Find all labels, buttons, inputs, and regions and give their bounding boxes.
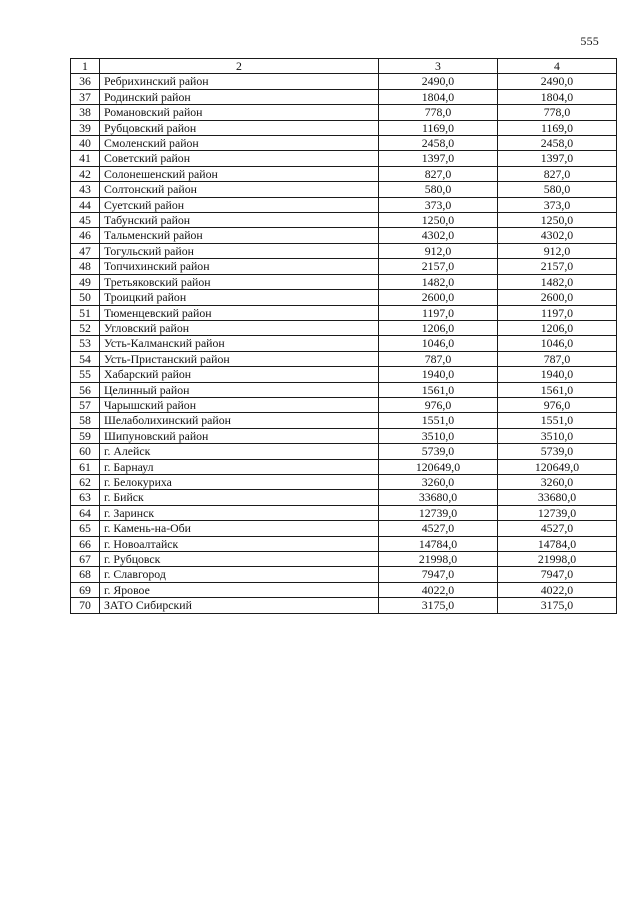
value-col3-cell: 120649,0 (379, 459, 498, 474)
row-number-cell: 69 (71, 582, 100, 597)
value-col4-cell: 1482,0 (498, 274, 617, 289)
district-name-cell: Чарышский район (100, 397, 379, 412)
row-number-cell: 62 (71, 474, 100, 489)
value-col3-cell: 1169,0 (379, 120, 498, 135)
district-name-cell: Шелаболихинский район (100, 413, 379, 428)
value-col3-cell: 778,0 (379, 105, 498, 120)
value-col3-cell: 3175,0 (379, 598, 498, 613)
row-number-cell: 50 (71, 290, 100, 305)
row-number-cell: 52 (71, 320, 100, 335)
value-col3-cell: 3260,0 (379, 474, 498, 489)
district-name-cell: Родинский район (100, 89, 379, 104)
value-col4-cell: 827,0 (498, 166, 617, 181)
table-row (71, 320, 617, 335)
row-number-cell: 41 (71, 151, 100, 166)
value-col3-cell: 33680,0 (379, 490, 498, 505)
table-row (71, 290, 617, 305)
value-col3-cell: 4022,0 (379, 582, 498, 597)
value-col4-cell: 21998,0 (498, 552, 617, 567)
column-header: 4 (498, 59, 617, 74)
value-col3-cell: 827,0 (379, 166, 498, 181)
value-col3-cell: 2157,0 (379, 259, 498, 274)
value-col3-cell: 912,0 (379, 243, 498, 258)
value-col3-cell: 1197,0 (379, 305, 498, 320)
value-col4-cell: 3510,0 (498, 428, 617, 443)
column-header: 3 (379, 59, 498, 74)
district-name-cell: г. Бийск (100, 490, 379, 505)
value-col3-cell: 3510,0 (379, 428, 498, 443)
table-row (71, 243, 617, 258)
row-number-cell: 54 (71, 351, 100, 366)
row-number-cell: 46 (71, 228, 100, 243)
table-row (71, 89, 617, 104)
row-number-cell: 59 (71, 428, 100, 443)
district-name-cell: г. Яровое (100, 582, 379, 597)
row-number-cell: 39 (71, 120, 100, 135)
row-number-cell: 44 (71, 197, 100, 212)
district-name-cell: Солонешенский район (100, 166, 379, 181)
district-name-cell: г. Славгород (100, 567, 379, 582)
value-col4-cell: 3175,0 (498, 598, 617, 613)
table-row (71, 74, 617, 89)
district-name-cell: Целинный район (100, 382, 379, 397)
row-number-cell: 57 (71, 397, 100, 412)
row-number-cell: 55 (71, 367, 100, 382)
district-name-cell: Советский район (100, 151, 379, 166)
column-header: 2 (100, 59, 379, 74)
value-col4-cell: 12739,0 (498, 505, 617, 520)
table-row (71, 474, 617, 489)
table-row (71, 598, 617, 613)
table-row (71, 151, 617, 166)
table-row (71, 351, 617, 366)
value-col4-cell: 7947,0 (498, 567, 617, 582)
row-number-cell: 36 (71, 74, 100, 89)
value-col3-cell: 1561,0 (379, 382, 498, 397)
row-number-cell: 38 (71, 105, 100, 120)
district-name-cell: Топчихинский район (100, 259, 379, 274)
value-col4-cell: 1940,0 (498, 367, 617, 382)
value-col4-cell: 2490,0 (498, 74, 617, 89)
value-col4-cell: 4022,0 (498, 582, 617, 597)
value-col4-cell: 120649,0 (498, 459, 617, 474)
table-row (71, 336, 617, 351)
district-name-cell: Третьяковский район (100, 274, 379, 289)
row-number-cell: 40 (71, 136, 100, 151)
table-row (71, 228, 617, 243)
value-col3-cell: 14784,0 (379, 536, 498, 551)
value-col3-cell: 1804,0 (379, 89, 498, 104)
value-col4-cell: 1169,0 (498, 120, 617, 135)
district-name-cell: Угловский район (100, 320, 379, 335)
district-name-cell: Ребрихинский район (100, 74, 379, 89)
district-name-cell: Рубцовский район (100, 120, 379, 135)
row-number-cell: 42 (71, 166, 100, 181)
row-number-cell: 64 (71, 505, 100, 520)
table-row (71, 382, 617, 397)
value-col3-cell: 1551,0 (379, 413, 498, 428)
table-row (71, 397, 617, 412)
value-col4-cell: 1804,0 (498, 89, 617, 104)
table-row (71, 428, 617, 443)
value-col3-cell: 1482,0 (379, 274, 498, 289)
table-row (71, 120, 617, 135)
table-row (71, 105, 617, 120)
district-name-cell: Романовский район (100, 105, 379, 120)
value-col4-cell: 1250,0 (498, 213, 617, 228)
value-col3-cell: 580,0 (379, 182, 498, 197)
district-name-cell: ЗАТО Сибирский (100, 598, 379, 613)
row-number-cell: 63 (71, 490, 100, 505)
district-name-cell: Тюменцевский район (100, 305, 379, 320)
table-row (71, 274, 617, 289)
value-col3-cell: 787,0 (379, 351, 498, 366)
value-col4-cell: 1397,0 (498, 151, 617, 166)
value-col3-cell: 2490,0 (379, 74, 498, 89)
row-number-cell: 61 (71, 459, 100, 474)
district-name-cell: Хабарский район (100, 367, 379, 382)
value-col4-cell: 5739,0 (498, 444, 617, 459)
value-col3-cell: 1206,0 (379, 320, 498, 335)
value-col3-cell: 7947,0 (379, 567, 498, 582)
row-number-cell: 58 (71, 413, 100, 428)
district-name-cell: Усть-Калманский район (100, 336, 379, 351)
value-col4-cell: 1206,0 (498, 320, 617, 335)
value-col3-cell: 12739,0 (379, 505, 498, 520)
value-col4-cell: 1551,0 (498, 413, 617, 428)
district-name-cell: Табунский район (100, 213, 379, 228)
row-number-cell: 56 (71, 382, 100, 397)
table-row (71, 166, 617, 181)
value-col4-cell: 4527,0 (498, 521, 617, 536)
row-number-cell: 60 (71, 444, 100, 459)
row-number-cell: 51 (71, 305, 100, 320)
value-col3-cell: 1046,0 (379, 336, 498, 351)
row-number-cell: 53 (71, 336, 100, 351)
district-name-cell: Тальменский район (100, 228, 379, 243)
data-table (70, 58, 617, 614)
value-col3-cell: 373,0 (379, 197, 498, 212)
district-name-cell: Суетский район (100, 197, 379, 212)
value-col4-cell: 976,0 (498, 397, 617, 412)
row-number-cell: 70 (71, 598, 100, 613)
value-col4-cell: 787,0 (498, 351, 617, 366)
table-row (71, 413, 617, 428)
value-col4-cell: 1046,0 (498, 336, 617, 351)
value-col4-cell: 14784,0 (498, 536, 617, 551)
table-row (71, 367, 617, 382)
value-col3-cell: 2458,0 (379, 136, 498, 151)
table-row (71, 490, 617, 505)
page-number: 555 (580, 34, 599, 48)
table-row (71, 444, 617, 459)
row-number-cell: 37 (71, 89, 100, 104)
table-row (71, 136, 617, 151)
value-col4-cell: 33680,0 (498, 490, 617, 505)
district-name-cell: г. Рубцовск (100, 552, 379, 567)
row-number-cell: 65 (71, 521, 100, 536)
table-row (71, 213, 617, 228)
value-col4-cell: 373,0 (498, 197, 617, 212)
row-number-cell: 68 (71, 567, 100, 582)
district-name-cell: г. Новоалтайск (100, 536, 379, 551)
value-col4-cell: 1561,0 (498, 382, 617, 397)
value-col3-cell: 4302,0 (379, 228, 498, 243)
value-col3-cell: 1940,0 (379, 367, 498, 382)
value-col3-cell: 1250,0 (379, 213, 498, 228)
column-header: 1 (71, 59, 100, 74)
value-col4-cell: 2458,0 (498, 136, 617, 151)
table-row (71, 459, 617, 474)
row-number-cell: 67 (71, 552, 100, 567)
value-col3-cell: 976,0 (379, 397, 498, 412)
district-name-cell: г. Алейск (100, 444, 379, 459)
value-col4-cell: 778,0 (498, 105, 617, 120)
row-number-cell: 47 (71, 243, 100, 258)
value-col3-cell: 2600,0 (379, 290, 498, 305)
district-name-cell: г. Белокуриха (100, 474, 379, 489)
value-col4-cell: 4302,0 (498, 228, 617, 243)
value-col4-cell: 2600,0 (498, 290, 617, 305)
value-col4-cell: 1197,0 (498, 305, 617, 320)
value-col4-cell: 3260,0 (498, 474, 617, 489)
table-row (71, 197, 617, 212)
value-col3-cell: 4527,0 (379, 521, 498, 536)
value-col4-cell: 912,0 (498, 243, 617, 258)
value-col4-cell: 580,0 (498, 182, 617, 197)
row-number-cell: 45 (71, 213, 100, 228)
district-name-cell: Солтонский район (100, 182, 379, 197)
table-row (71, 552, 617, 567)
table-row (71, 305, 617, 320)
table-row (71, 567, 617, 582)
row-number-cell: 66 (71, 536, 100, 551)
district-name-cell: г. Заринск (100, 505, 379, 520)
district-name-cell: г. Камень-на-Оби (100, 521, 379, 536)
table-row (71, 505, 617, 520)
district-name-cell: Усть-Пристанский район (100, 351, 379, 366)
table-header-row (71, 59, 617, 74)
district-name-cell: Троицкий район (100, 290, 379, 305)
district-name-cell: Тогульский район (100, 243, 379, 258)
table-row (71, 521, 617, 536)
table-row (71, 259, 617, 274)
row-number-cell: 43 (71, 182, 100, 197)
value-col4-cell: 2157,0 (498, 259, 617, 274)
district-name-cell: Шипуновский район (100, 428, 379, 443)
value-col3-cell: 1397,0 (379, 151, 498, 166)
table-row (71, 582, 617, 597)
row-number-cell: 48 (71, 259, 100, 274)
row-number-cell: 49 (71, 274, 100, 289)
district-name-cell: Смоленский район (100, 136, 379, 151)
district-name-cell: г. Барнаул (100, 459, 379, 474)
value-col3-cell: 5739,0 (379, 444, 498, 459)
table-row (71, 536, 617, 551)
value-col3-cell: 21998,0 (379, 552, 498, 567)
table-row (71, 182, 617, 197)
